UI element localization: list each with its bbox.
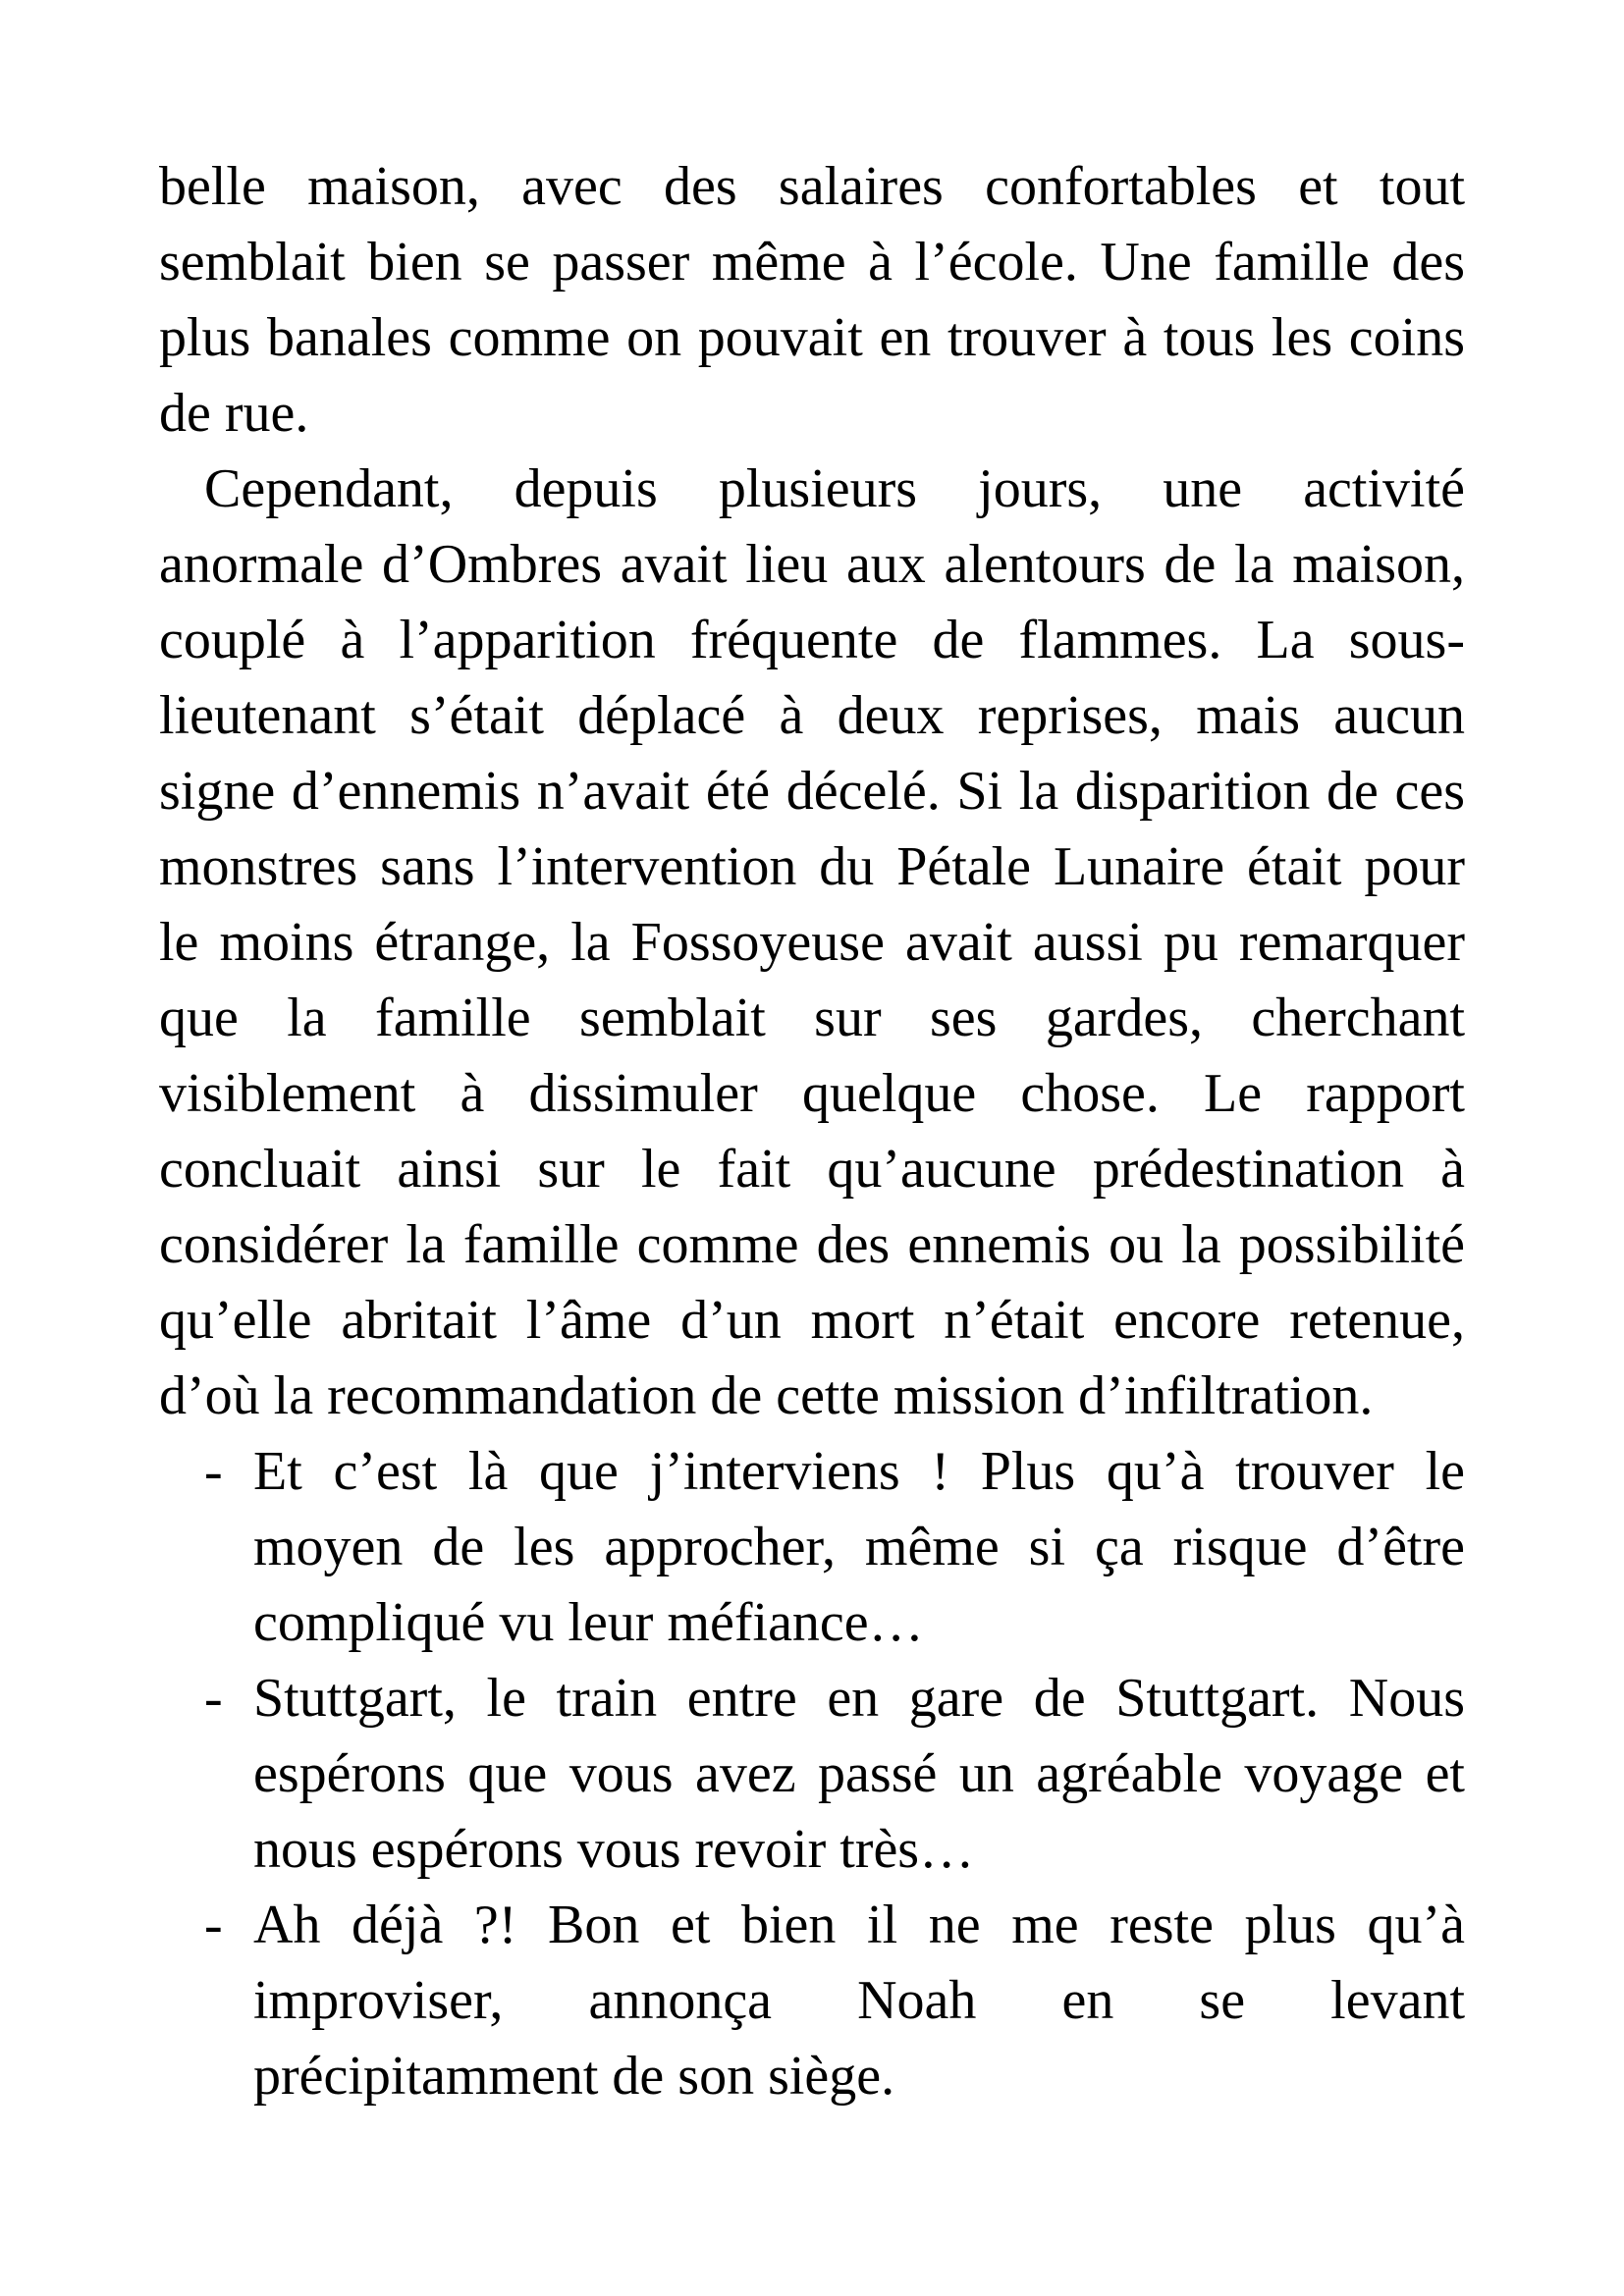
text-line: signe d’ennemis n’avait été décelé. Si la disparition de ces: [159, 761, 1465, 822]
text-line: qu’elle abritait l’âme d’un mort n’était encore retenue,: [159, 1290, 1465, 1351]
text-line: plus banales comme on pouvait en trouver à tous les coins: [159, 307, 1465, 368]
text-line: - Stuttgart, le train entre en gare de Stuttgart. Nous: [253, 1661, 1465, 1736]
dialogue-item: [204, 1661, 1465, 1888]
text-line: espérons que vous avez passé un agréable voyage et: [253, 1743, 1465, 1804]
text-line: que la famille semblait sur ses gardes, cherchant: [159, 988, 1465, 1048]
dialogue-dash: -: [204, 1668, 223, 1729]
text-line: le moins étrange, la Fossoyeuse avait aussi pu remarquer: [159, 912, 1465, 973]
text-line: de rue.: [159, 383, 309, 444]
dialogue-item: [204, 1434, 1465, 1661]
text-line: anormale d’Ombres avait lieu aux alentours de la maison,: [159, 534, 1465, 595]
text-line: Cependant, depuis plusieurs jours, une activité: [204, 458, 1465, 519]
text-line: concluait ainsi sur le fait qu’aucune prédestination à: [159, 1139, 1465, 1200]
page-text-body: [159, 149, 1465, 2114]
text-line: - Et c’est là que j’interviens ! Plus qu’à trouver le: [253, 1434, 1465, 1510]
text-line: couplé à l’apparition fréquente de flammes. La sous-: [159, 610, 1465, 670]
text-line: précipitamment de son siège.: [253, 2046, 895, 2107]
text-line: semblait bien se passer même à l’école. Une famille des: [159, 232, 1465, 293]
text-line: lieutenant s’était déplacé à deux reprises, mais aucun: [159, 685, 1465, 746]
paragraph: [159, 452, 1465, 1434]
dialogue-dash: -: [204, 1441, 223, 1502]
text-line: considérer la famille comme des ennemis ou la possibilité: [159, 1214, 1465, 1275]
dialogue-item: [204, 1888, 1465, 2114]
text-line: d’où la recommandation de cette mission d’infiltration.: [159, 1365, 1374, 1426]
text-line: - Ah déjà ?! Bon et bien il ne me reste plus qu’à: [253, 1888, 1465, 1963]
text-line: visiblement à dissimuler quelque chose. Le rapport: [159, 1063, 1465, 1124]
text-line: compliqué vu leur méfiance…: [253, 1592, 924, 1653]
text-line: monstres sans l’intervention du Pétale Lunaire était pour: [159, 836, 1465, 897]
text-line: nous espérons vous revoir très…: [253, 1819, 975, 1880]
text-line: moyen de les approcher, même si ça risque d’être: [253, 1517, 1465, 1577]
dialogue-dash: -: [204, 1895, 223, 1955]
text-line: belle maison, avec des salaires confortables et tout: [159, 156, 1465, 217]
text-line: improviser, annonça Noah en se levant: [253, 1970, 1465, 2031]
paragraph: [159, 149, 1465, 452]
